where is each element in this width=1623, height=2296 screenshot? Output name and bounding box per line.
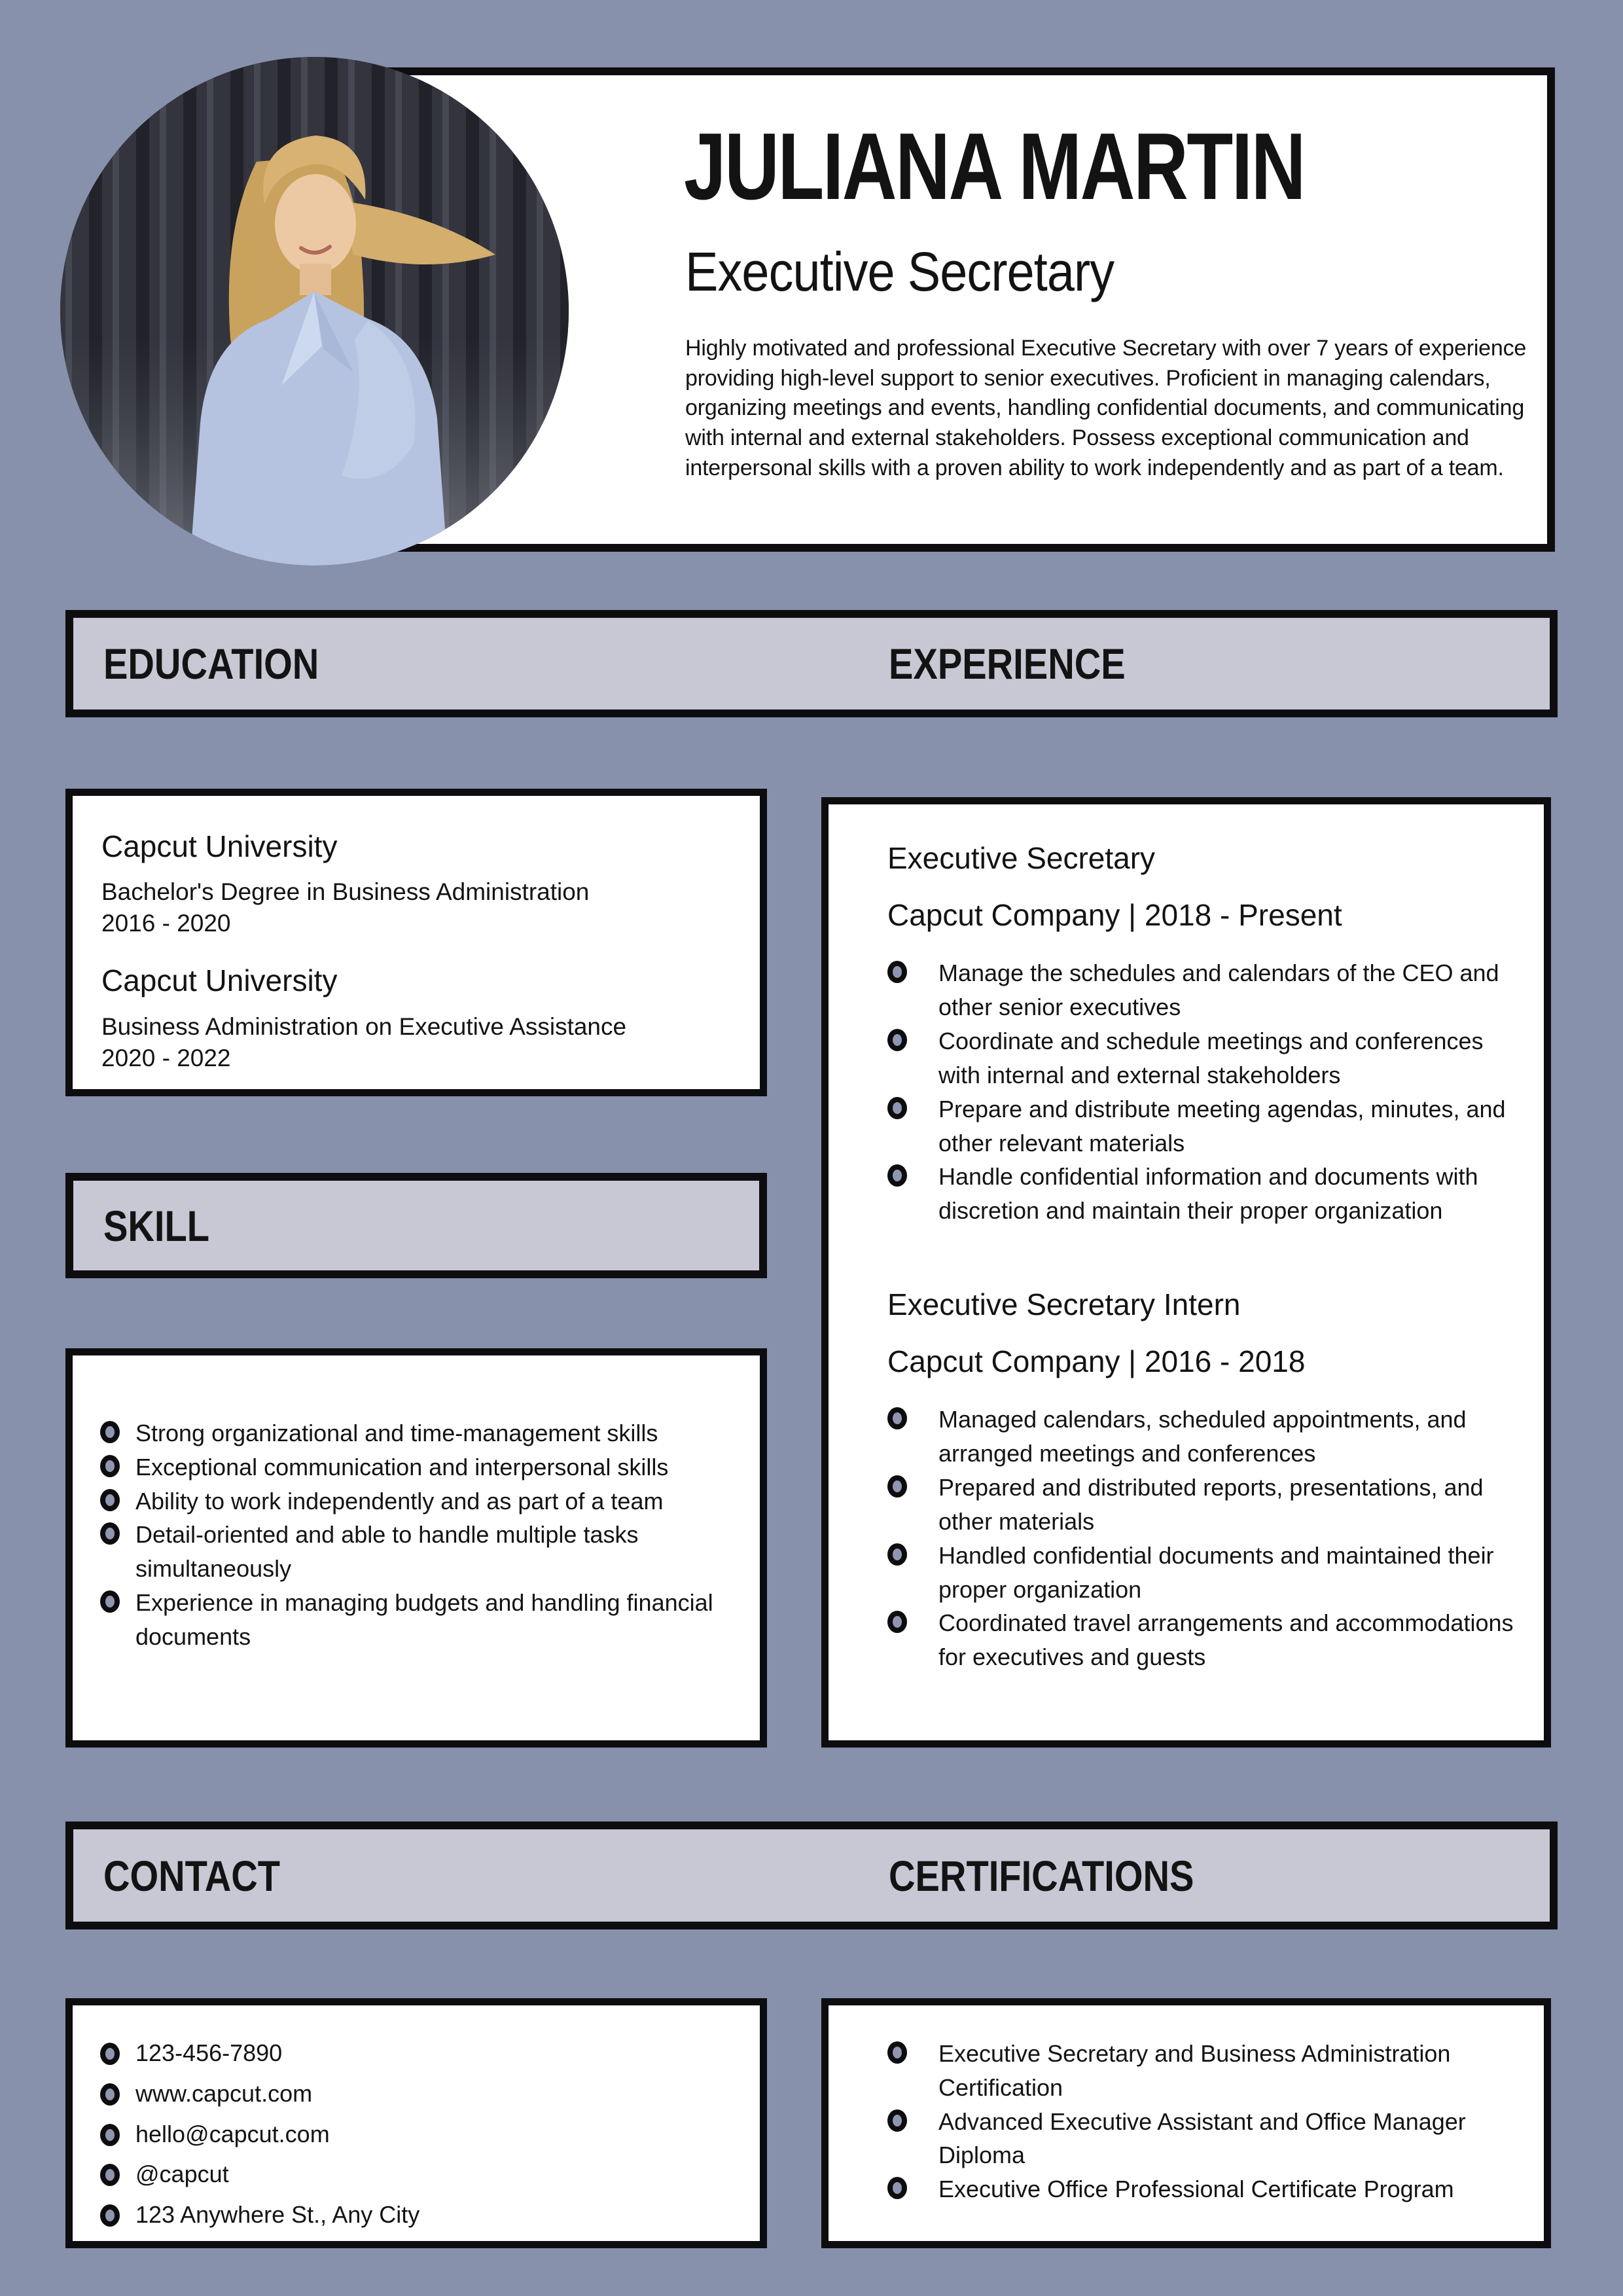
profile-photo [60, 57, 569, 565]
skills-panel [65, 1348, 767, 1748]
contact-phone: 123-456-7890 [135, 2039, 283, 2066]
bullet-icon [100, 2043, 120, 2065]
bullet-icon [887, 2177, 907, 2199]
list-item [887, 956, 1516, 1024]
person-name: JULIANA MARTIN [684, 113, 1305, 219]
job-title: Executive Secretary Intern [887, 1287, 1241, 1321]
bullet-icon [100, 2204, 120, 2227]
certifications-panel [821, 1998, 1551, 2248]
list-item [100, 2200, 747, 2231]
skills-list [100, 1416, 747, 1654]
experience-heading: EXPERIENCE [889, 639, 1126, 688]
list-item [100, 1586, 747, 1654]
skill-text: Strong organizational and time-management skills [135, 1420, 658, 1446]
list-item [100, 2079, 747, 2109]
skill-text: Ability to work independently and as part of a team [135, 1487, 664, 1515]
list-item [100, 1484, 747, 1518]
bullet-icon [887, 1475, 907, 1498]
list-item [100, 2038, 747, 2069]
person-job-title: Executive Secretary [685, 241, 1115, 302]
bullet-icon [887, 1164, 907, 1187]
list-item [887, 2105, 1516, 2173]
skill-text: Experience in managing budgets and handling financial documents [135, 1589, 713, 1650]
bullet-icon [887, 1543, 907, 1566]
list-item [887, 1160, 1516, 1228]
school-name: Capcut University [101, 829, 338, 863]
contact-social: @capcut [135, 2161, 229, 2188]
education-entry [101, 963, 740, 1073]
list-item [887, 1471, 1516, 1539]
profile-photo-illustration [60, 57, 569, 565]
job-company: Capcut Company | 2016 - 2018 [887, 1344, 1306, 1379]
bullet-icon [100, 1421, 120, 1443]
bullet-icon [100, 1522, 120, 1545]
bullet-icon [887, 2109, 907, 2132]
certifications-heading: CERTIFICATIONS [889, 1851, 1194, 1900]
education-panel [65, 789, 767, 1096]
duty-text: Prepared and distributed reports, presentations, and other materials [938, 1474, 1484, 1535]
section-bar-contact-certifications [65, 1821, 1558, 1929]
duty-text: Prepare and distribute meeting agendas, minutes, and other relevant materials [938, 1095, 1506, 1157]
degree-years: 2020 - 2022 [101, 1044, 231, 1071]
duty-text: Coordinate and schedule meetings and conferences with internal and external stakeholders [938, 1028, 1484, 1088]
list-item [887, 1092, 1516, 1160]
contact-list [100, 2038, 747, 2231]
list-item [100, 1450, 747, 1484]
contact-panel [65, 1998, 767, 2248]
school-name: Capcut University [101, 963, 338, 998]
list-item [887, 2037, 1516, 2105]
job-duties-list [887, 956, 1524, 1228]
bullet-icon [100, 2083, 120, 2106]
bullet-icon [887, 2041, 907, 2064]
bullet-icon [100, 2124, 120, 2146]
list-item [100, 1416, 747, 1450]
bullet-icon [100, 1590, 120, 1613]
degree-name: Business Administration on Executive Assistance [101, 1013, 627, 1040]
contact-heading: CONTACT [103, 1851, 281, 1900]
job-company: Capcut Company | 2018 - Present [887, 898, 1342, 933]
certification-text: Executive Office Professional Certificate Program [938, 2176, 1454, 2203]
bullet-icon [100, 1489, 120, 1511]
bullet-icon [100, 2164, 120, 2186]
bullet-icon [887, 1097, 907, 1119]
job-title: Executive Secretary [887, 841, 1156, 875]
list-item [100, 2159, 747, 2190]
section-bar-skill [65, 1173, 767, 1278]
bullet-icon [887, 1611, 907, 1633]
contact-address: 123 Anywhere St., Any City [135, 2201, 420, 2229]
education-heading: EDUCATION [103, 639, 319, 688]
skill-text: Detail-oriented and able to handle multiple tasks simultaneously [135, 1521, 639, 1583]
duty-text: Managed calendars, scheduled appointments, and arranged meetings and conferences [938, 1406, 1467, 1467]
experience-panel [821, 797, 1551, 1748]
list-item [887, 1606, 1516, 1674]
list-item [887, 1403, 1516, 1471]
contact-website: www.capcut.com [135, 2079, 313, 2107]
skill-text: Exceptional communication and interpersonal skills [135, 1453, 669, 1480]
skill-heading: SKILL [103, 1201, 210, 1250]
bullet-icon [887, 1029, 907, 1051]
certification-text: Executive Secretary and Business Administration Certification [938, 2040, 1451, 2101]
list-item [887, 2172, 1516, 2206]
education-entry [101, 829, 740, 939]
section-bar-education-experience [65, 610, 1558, 717]
experience-job [887, 840, 1524, 1228]
bullet-icon [887, 1407, 907, 1429]
duty-text: Handled confidential documents and maintained their proper organization [938, 1541, 1494, 1603]
experience-job [887, 1287, 1524, 1674]
duty-text: Handle confidential information and documents with discretion and maintain their proper organization [938, 1163, 1478, 1225]
duty-text: Manage the schedules and calendars of the CEO and other senior executives [938, 960, 1499, 1021]
job-duties-list [887, 1403, 1524, 1674]
list-item [887, 1024, 1516, 1092]
bullet-icon [887, 961, 907, 983]
list-item [100, 2119, 747, 2150]
bullet-icon [100, 1455, 120, 1477]
degree-name: Bachelor's Degree in Business Administration [101, 878, 590, 906]
duty-text: Coordinated travel arrangements and accommodations for executives and guests [938, 1609, 1514, 1671]
certifications-list [887, 2037, 1527, 2206]
degree-years: 2016 - 2020 [101, 910, 231, 937]
certification-text: Advanced Executive Assistant and Office Manager Diploma [938, 2108, 1466, 2169]
list-item [100, 1518, 747, 1586]
summary-text: Highly motivated and professional Executive Secretary with over 7 years of experience providing high-level support to senior executives. Proficient in managing calendars, organizing meetings and events, handling confidential documents, and communicating with internal and external stakeholders. Possess exceptional communication and interpersonal skills with a proven ability to work independently and as part of a team. [685, 336, 1527, 480]
list-item [887, 1539, 1516, 1607]
contact-email: hello@capcut.com [135, 2120, 330, 2147]
